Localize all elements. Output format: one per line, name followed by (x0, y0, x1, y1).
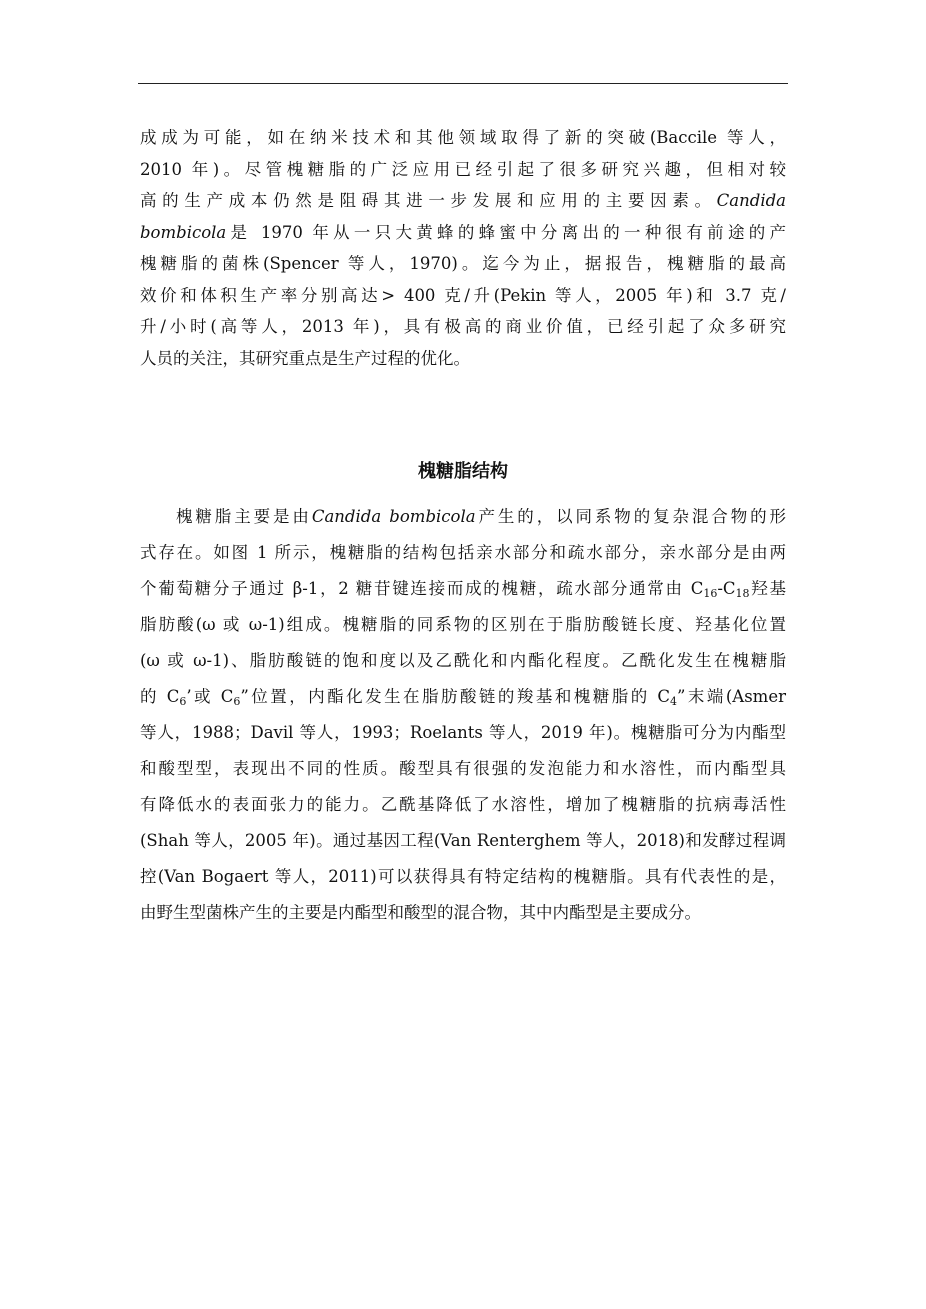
text-run: 个葡萄糖分子通过 β-1，2 糖苷键连接而成的槐糖，疏水部分通常由 C (140, 579, 704, 598)
text-run: 的 C (140, 687, 180, 706)
subscript: 6 (179, 695, 187, 708)
structure-paragraph (140, 499, 786, 931)
subscript: 6 (233, 695, 241, 708)
text-run: 产生的，以同系物的复杂混合物的形 (475, 507, 787, 526)
text-line: 有降低水的表面张力的能力。乙酰基降低了水溶性，增加了槐糖脂的抗病毒活性 (140, 795, 786, 814)
text-line: 脂肪酸(ω 或 ω-1)组成。槐糖脂的同系物的区别在于脂肪酸链长度、羟基化位置 (140, 615, 786, 634)
subscript: 4 (670, 695, 678, 708)
text-run: ”位置，内酯化发生在脂肪酸链的羧基和槐糖脂的 C (240, 687, 671, 706)
text-line (140, 571, 786, 607)
text-line: 和酸型型，表现出不同的性质。酸型具有很强的发泡能力和水溶性，而内酯型具 (140, 759, 786, 778)
text-line: 2010 年)。尽管槐糖脂的广泛应用已经引起了很多研究兴趣，但相对较 (140, 159, 786, 179)
intro-paragraph (140, 122, 786, 374)
species-name: bombicola (140, 222, 227, 242)
species-name: Candida bombicola (311, 507, 476, 526)
text-line: 人员的关注，其研究重点是生产过程的优化。 (140, 348, 470, 368)
text-run: 是 1970 年从一只大黄蜂的蜂蜜中分离出的一种很有前途的产 (226, 222, 786, 242)
text-run: 羟基 (749, 579, 786, 598)
text-line: 效价和体积生产率分别高达> 400 克/升(Pekin 等人，2005 年)和 3.7 克/ (140, 285, 786, 305)
text-run: -C (717, 579, 736, 598)
species-name: Candida (716, 191, 786, 210)
subscript: 16 (703, 587, 718, 600)
section-heading: 槐糖脂结构 (418, 461, 508, 482)
subscript: 18 (735, 587, 750, 600)
text-line: 等人，1988；Davil 等人，1993；Roelants 等人，2019 年)。槐糖脂可分为内酯型 (140, 723, 786, 742)
text-line: 升/小时(高等人，2013 年)，具有极高的商业价值，已经引起了众多研究 (140, 317, 786, 336)
text-run: ”末端(Asmer (677, 687, 786, 706)
text-line: 槐糖脂的菌株(Spencer 等人，1970)。迄今为止，据报告，槐糖脂的最高 (140, 254, 786, 273)
text-run: ’或 C (186, 687, 234, 706)
text-line: (ω 或 ω-1)、脂肪酸链的饱和度以及乙酰化和内酯化程度。乙酰化发生在槐糖脂 (140, 651, 786, 670)
text-line: 成成为可能，如在纳米技术和其他领域取得了新的突破(Baccile 等人， (140, 128, 786, 147)
text-line: 控(Van Bogaert 等人，2011)可以获得具有特定结构的槐糖脂。具有代表性的是， (140, 867, 786, 886)
text-line (140, 499, 786, 535)
text-run: 高的生产成本仍然是阻碍其进一步发展和应用的主要因素。 (140, 191, 717, 210)
text-line (140, 185, 786, 217)
text-line (140, 217, 786, 249)
text-line: 由野生型菌株产生的主要是内酯型和酸型的混合物，其中内酯型是主要成分。 (140, 903, 701, 922)
text-run: 槐糖脂主要是由 (176, 507, 312, 526)
header-rule (138, 83, 788, 84)
text-line: (Shah 等人，2005 年)。通过基因工程(Van Renterghem 等人，2018)和发酵过程调 (140, 831, 786, 850)
text-line: 式存在。如图 1 所示，槐糖脂的结构包括亲水部分和疏水部分，亲水部分是由两 (140, 543, 786, 562)
text-line (140, 679, 786, 715)
